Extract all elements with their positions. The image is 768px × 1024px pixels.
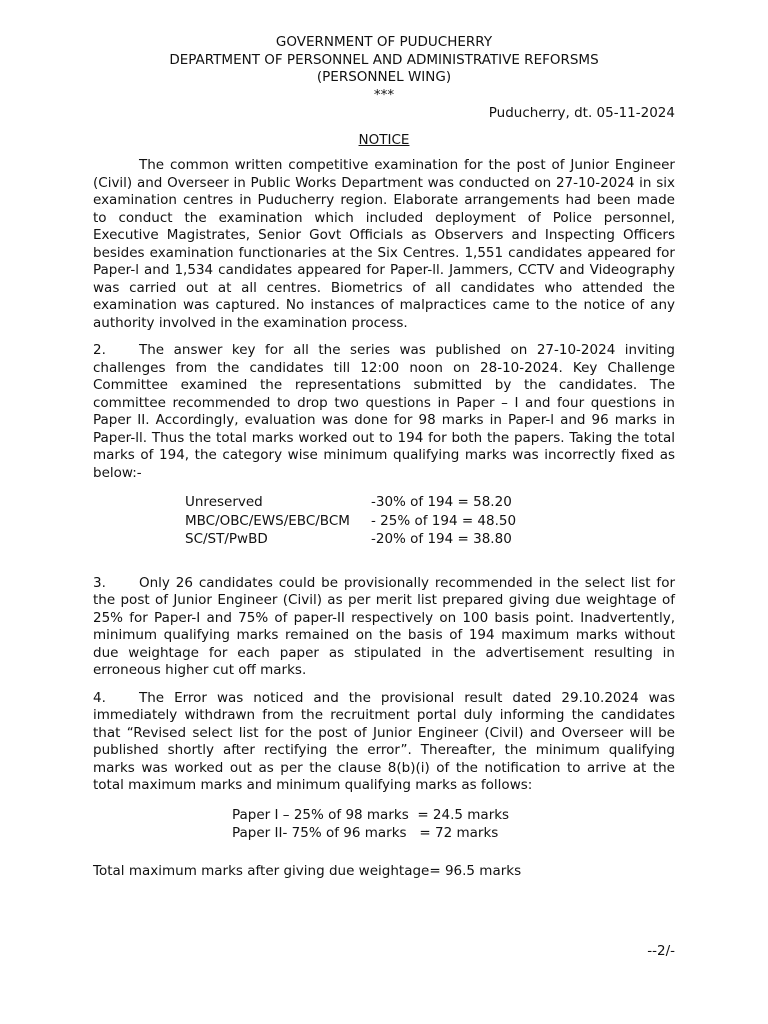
value-cell: -20% of 194 = 38.80 [371,531,512,547]
total-maximum-marks: Total maximum marks after giving due weightage= 96.5 marks [93,862,522,879]
header-government: GOVERNMENT OF PUDUCHERRY [275,34,493,50]
paragraph-2-number: 2. [93,342,106,358]
spacer [93,549,675,565]
value-cell: -30% of 194 = 58.20 [371,494,512,510]
paper-weightage-lines [232,806,675,843]
letterhead [93,34,675,104]
table-row [185,530,516,549]
header-department: DEPARTMENT OF PERSONNEL AND ADMINISTRATIVE REFORSMS [169,51,599,68]
paragraph-2-text: The answer key for all the series was published on 27-10-2024 inviting challenges from the candidates till 12:00 noon on 28-10-2024. Key Challenge Committee examined the representations submitted by the candidates. The committee recommended to drop two questions in Paper – I and four questions in Paper II. Accordingly, evaluation was done for 98 marks in Paper-l and 96 marks in Paper-ll. Thus the total marks worked out to 194 for both the papers. Taking the total marks of 194, the category wise minimum qualifying marks was incorrectly fixed as below:- [93,342,675,481]
paragraph-3 [93,575,675,680]
document-page [93,34,675,880]
table-row [185,512,516,531]
notice-title: NOTICE [358,131,410,148]
paragraph-4-number: 4. [93,689,106,706]
paper-2-line: Paper II- 75% of 96 marks = 72 marks [232,825,499,841]
paragraph-3-number: 3. [93,574,106,591]
paragraph-4-text: The Error was noticed and the provisional result dated 29.10.2024 was immediately withdrawn from the recruitment portal duly informing the candidates that “Revised select list for the post of Junior Engineer (Civil) and Overseer will be published shortly after rectifying the error”. Thereafter, the minimum qualifying marks was worked out as per the clause 8(b)(i) of the notification to arrive at the total maximum marks and minimum qualifying marks as follows: [93,689,675,793]
category-cell: MBC/OBC/EWS/EBC/BCM [185,512,350,529]
table-row [185,493,516,512]
category-cell: Unreserved [185,494,263,510]
qualifying-marks-table [185,493,516,549]
header-separator: *** [373,86,395,103]
header-wing: (PERSONNEL WING) [316,69,452,85]
place-date: Puducherry, dt. 05-11-2024 [488,105,675,121]
paragraph-3-text: Only 26 candidates could be provisionally recommended in the select list for the post of Junior Engineer (Civil) as per merit list prepared giving due weightage of 25% for Paper-I and 75% of paper-II respectively on 100 basis point. Inadvertently, minimum qualifying marks remained on the basis of 194 maximum marks without due weightage for each paper as stipulated in the advertisement resulting in erroneous higher cut off marks. [93,574,675,678]
value-cell: - 25% of 194 = 48.50 [371,512,517,529]
paragraph-1: The common written competitive examination for the post of Junior Engineer (Civil) and Overseer in Public Works Department was conducted on 27-10-2024 in six examination centres in Puducherry region. Elaborate arrangements had been made to conduct the examination which included deployment of Police personnel, Executive Magistrates, Senior Govt Officials as Observers and Inspecting Officers besides examination functionaries at the Six Centres. 1,551 candidates appeared for Paper-l and 1,534 candidates appeared for Paper-ll. Jammers, CCTV and Videography was carried out at all centres. Biometrics of all candidates who attended the examination was captured. No instances of malpractices came to the notice of any authority involved in the examination process. [93,157,675,331]
paper-1-line: Paper I – 25% of 98 marks = 24.5 marks [232,806,510,823]
page-continuation-marker: --2/- [647,943,675,959]
category-cell: SC/ST/PwBD [185,531,268,547]
paragraph-2 [93,342,675,482]
paragraph-4 [93,690,675,795]
